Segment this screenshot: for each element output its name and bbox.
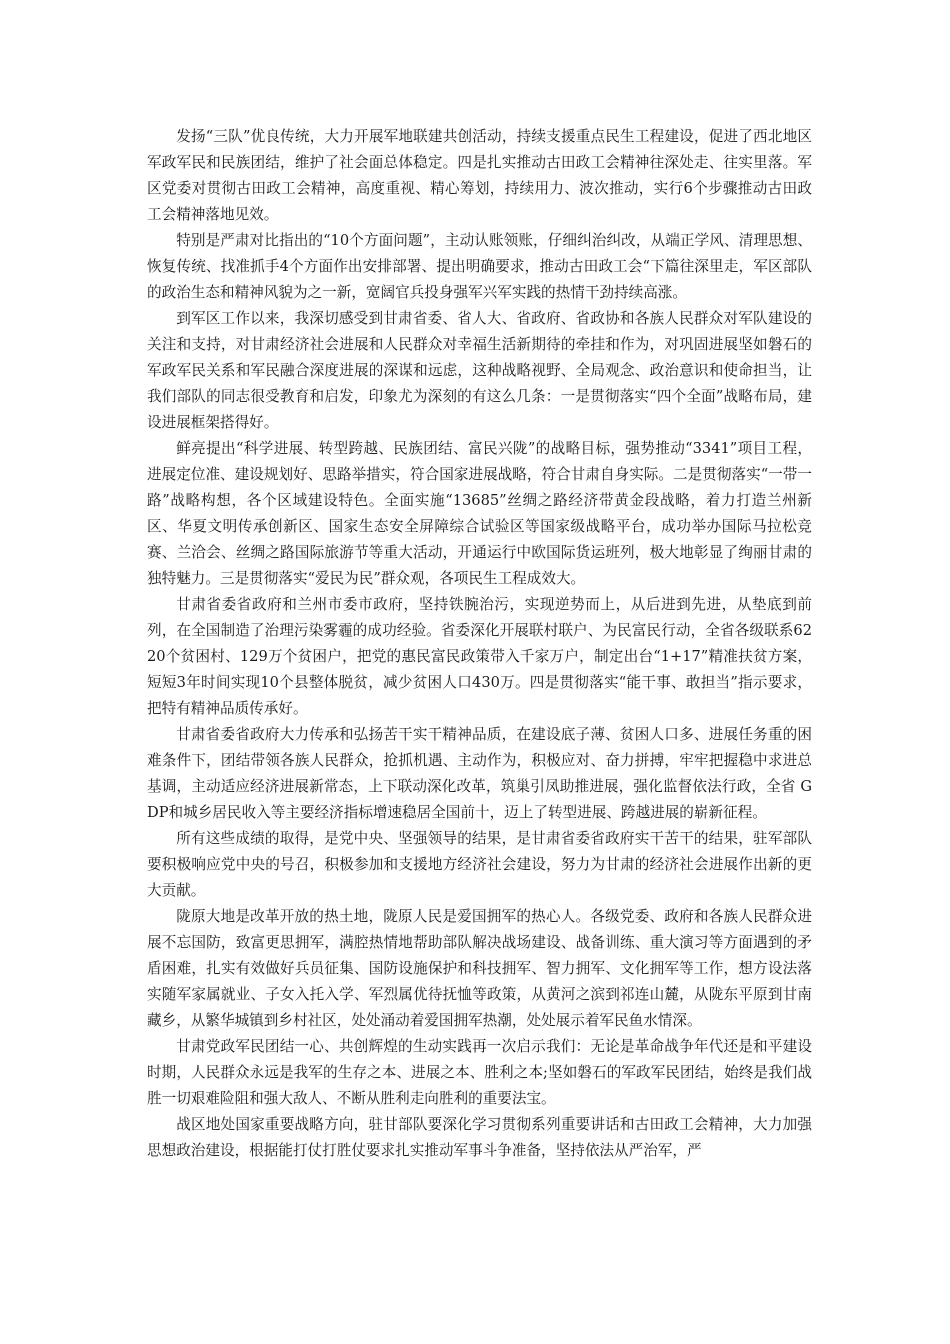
paragraph-1: 发扬“三队”优良传统，大力开展军地联建共创活动，持续支援重点民生工程建设，促进了西北地区军政军民和民族团结，维护了社会面总体稳定。四是扎实推动古田政工会精神往深处走、往实里落。军区党委对贯彻古田政工会精神，高度重视、精心筹划，持续用力、波次推动，实行6个步骤推动古田政工会精神落地见效。 bbox=[147, 128, 812, 223]
paragraph-9: 甘肃党政军民团结一心、共创辉煌的生动实践再一次启示我们：无论是革命战争年代还是和平建设时期，人民群众永远是我军的生存之本、进展之本、胜利之本;坚如磐石的军政军民团结，始终是我们战胜一切艰难险阻和强大敌人、不断从胜利走向胜利的重要法宝。 bbox=[147, 1038, 812, 1107]
paragraph-5: 甘肃省委省政府和兰州市委市政府，坚持铁腕治污，实现逆势而上，从后进到先进，从垫底到前列，在全国制造了治理污染雾霾的成功经验。省委深化开展联村联户、为民富民行动，全省各级联系6220个贫困村、129万个贫困户，把党的惠民富民政策带入千家万户，制定出台“1+17”精准扶贫方案，短短3年时间实现10个县整体脱贫，减少贫困人口430万。四是贯彻落实“能干事、敢担当”指示要求，把特有精神品质传承好。 bbox=[147, 596, 812, 717]
paragraph-2: 特别是严肃对比指出的“10个方面问题”，主动认账领账，仔细纠治纠改，从端正学风、清理思想、恢复传统、找准抓手4个方面作出安排部署、提出明确要求，推动古田政工会“下篇往深里走，军区部队的政治生态和精神风貌为之一新，宽阔官兵投身强军兴军实践的热情干劲持续高涨。 bbox=[147, 232, 812, 301]
paragraph-4: 鲜亮提出“科学进展、转型跨越、民族团结、富民兴陇”的战略目标，强势推动“3341”项目工程，进展定位准、建设规划好、思路举措实，符合国家进展战略，符合甘肃自身实际。二是贯彻落实“一带一路”战略构想，各个区域建设特色。全面实施“13685”丝绸之路经济带黄金段战略，着力打造兰州新区、华夏文明传承创新区、国家生态安全屏障综合试验区等国家级战略平台，成功举办国际马拉松竞赛、兰洽会、丝绸之路国际旅游节等重大活动，开通运行中欧国际货运班列，极大地彰显了绚丽甘肃的独特魅力。三是贯彻落实“爱民为民”群众观，各项民生工程成效大。 bbox=[147, 440, 812, 587]
paragraph-10: 战区地处国家重要战略方向，驻甘部队要深化学习贯彻系列重要讲话和古田政工会精神，大力加强思想政治建设，根据能打仗打胜仗要求扎实推动军事斗争准备，坚持依法从严治军，严 bbox=[147, 1116, 812, 1159]
document-body bbox=[147, 124, 812, 1164]
paragraph-8: 陇原大地是改革开放的热土地，陇原人民是爱国拥军的热心人。各级党委、政府和各族人民群众进展不忘国防，致富更思拥军，满腔热情地帮助部队解决战场建设、战备训练、重大演习等方面遇到的矛盾困难，扎实有效做好兵员征集、国防设施保护和科技拥军、智力拥军、文化拥军等工作，想方设法落实随军家属就业、子女入托入学、军烈属优待抚恤等政策，从黄河之滨到祁连山麓，从陇东平原到甘南藏乡，从繁华城镇到乡村社区，处处涌动着爱国拥军热潮，处处展示着军民鱼水情深。 bbox=[147, 908, 812, 1029]
paragraph-3: 到军区工作以来，我深切感受到甘肃省委、省人大、省政府、省政协和各族人民群众对军队建设的关注和支持，对甘肃经济社会进展和人民群众对幸福生活新期待的牵挂和作为，对巩固进展坚如磐石的军政军民关系和军民融合深度进展的深谋和远虑，这种战略视野、全局观念、政治意识和使命担当，让我们部队的同志很受教育和启发，印象尤为深刻的有这么几条：一是贯彻落实“四个全面”战略布局，建设进展框架搭得好。 bbox=[147, 310, 812, 431]
paragraph-7: 所有这些成绩的取得，是党中央、坚强领导的结果，是甘肃省委省政府实干苦干的结果，驻军部队要积极响应党中央的号召，积极参加和支援地方经济社会建设，努力为甘肃的经济社会进展作出新的更大贡献。 bbox=[147, 830, 812, 899]
paragraph-6: 甘肃省委省政府大力传承和弘扬苦干实干精神品质，在建设底子薄、贫困人口多、进展任务重的困难条件下，团结带领各族人民群众，抢抓机遇、主动作为，积极应对、奋力拼搏，牢牢把握稳中求进总基调，主动适应经济进展新常态，上下联动深化改革，筑巢引凤助推进展，强化监督依法行政，全省 GDP和城乡居民收入等主要经济指标增速稳居全国前十，迈上了转型进展、跨越进展的崭新征程。 bbox=[147, 726, 812, 821]
